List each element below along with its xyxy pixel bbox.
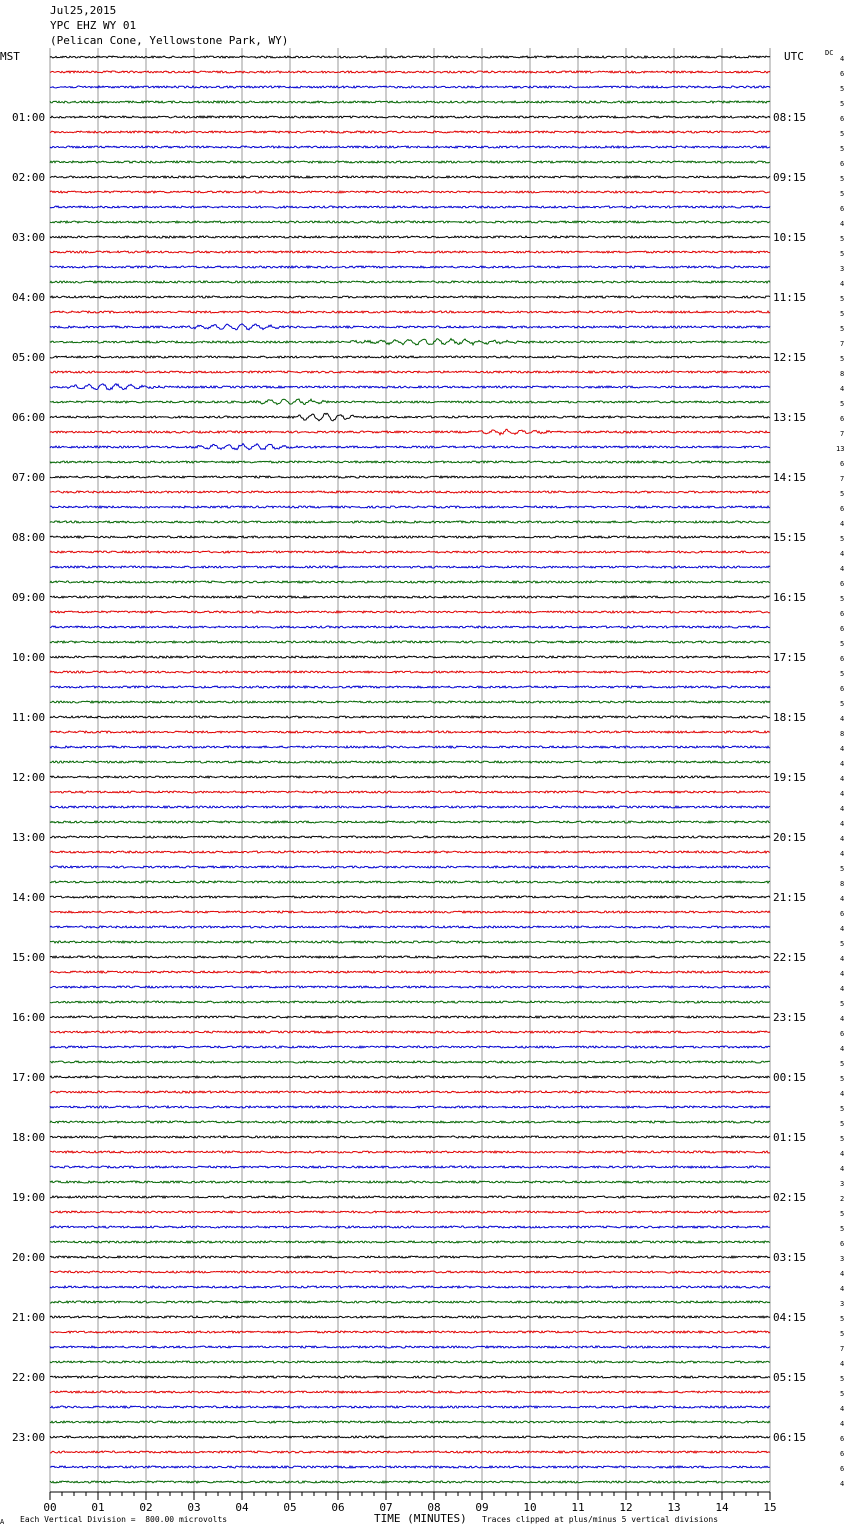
seismic-trace	[50, 611, 770, 613]
x-tick-label: 04	[235, 1501, 249, 1514]
seismic-trace	[50, 281, 770, 283]
mst-hour-label: 09:00	[12, 591, 46, 604]
dc-offset-value: 6	[840, 205, 845, 213]
dc-offset-value: 5	[840, 250, 845, 258]
mst-hour-label: 06:00	[12, 411, 46, 424]
seismic-trace	[50, 986, 770, 988]
x-tick-label: 12	[619, 1501, 633, 1514]
utc-hour-label: 22:15	[773, 951, 807, 964]
dc-offset-value: 6	[840, 910, 845, 918]
utc-hour-label: 10:15	[773, 231, 807, 244]
x-tick-label: 11	[571, 1501, 585, 1514]
dc-offset-value: 13	[836, 445, 845, 453]
seismic-trace	[50, 521, 770, 523]
seismic-trace	[50, 1016, 770, 1018]
dc-offset-value: 4	[840, 760, 845, 768]
dc-offset-value: 4	[840, 1045, 845, 1053]
dc-offset-value: 4	[840, 970, 845, 978]
utc-hour-label: 17:15	[773, 651, 807, 664]
dc-offset-value: 5	[840, 700, 845, 708]
seismic-trace	[50, 656, 770, 658]
dc-offset-value: 4	[840, 220, 845, 228]
dc-offset-value: 4	[840, 1090, 845, 1098]
dc-offset-value: 3	[840, 1300, 845, 1308]
mst-hour-label: 22:00	[12, 1371, 46, 1384]
utc-hour-label: 02:15	[773, 1191, 807, 1204]
seismic-trace	[50, 551, 770, 553]
x-tick-label: 10	[523, 1501, 537, 1514]
utc-hour-label: 01:15	[773, 1131, 807, 1144]
seismic-trace	[50, 1466, 770, 1468]
dc-offset-value: 6	[840, 580, 845, 588]
dc-offset-value: 5	[840, 1135, 845, 1143]
dc-offset-value: 4	[840, 565, 845, 573]
seismic-trace	[50, 1361, 770, 1363]
mst-hour-label: 02:00	[12, 171, 46, 184]
dc-offset-value: 5	[840, 1390, 845, 1398]
dc-offset-value: 5	[840, 1000, 845, 1008]
record-date: Jul25,2015	[50, 4, 117, 17]
mst-hour-label: 04:00	[12, 291, 46, 304]
seismic-trace	[50, 86, 770, 88]
utc-hour-label: 12:15	[773, 351, 807, 364]
dc-offset-value: 4	[840, 1480, 845, 1488]
mst-hour-label: 15:00	[12, 951, 46, 964]
dc-offset-value: 5	[840, 1225, 845, 1233]
dc-offset-value: 5	[840, 1375, 845, 1383]
dc-offset-value: 4	[840, 1270, 845, 1278]
mst-hour-label: 10:00	[12, 651, 46, 664]
seismic-trace	[50, 399, 770, 404]
mst-hour-label: 07:00	[12, 471, 46, 484]
seismic-trace	[50, 71, 770, 73]
seismic-trace	[50, 1286, 770, 1288]
dc-offset-value: 8	[840, 880, 845, 888]
x-tick-label: 06	[331, 1501, 345, 1514]
vertical-scale-note: Each Vertical Division = 800.00 microvolts	[20, 1515, 228, 1524]
seismic-trace	[50, 1331, 770, 1333]
dc-offset-value: 4	[840, 925, 845, 933]
x-tick-label: 07	[379, 1501, 393, 1514]
seismic-trace	[50, 671, 770, 673]
seismic-trace	[50, 1271, 770, 1273]
dc-offset-value: 4	[840, 775, 845, 783]
x-tick-label: 08	[427, 1501, 441, 1514]
dc-offset-value: 4	[840, 745, 845, 753]
dc-offset-value: 6	[840, 625, 845, 633]
dc-offset-value: 3	[840, 1180, 845, 1188]
utc-hour-label: 23:15	[773, 1011, 807, 1024]
seismic-trace	[50, 1481, 770, 1483]
dc-offset-value: 6	[840, 1030, 845, 1038]
seismic-trace	[50, 1136, 770, 1138]
seismic-trace	[50, 731, 770, 733]
dc-offset-value: 5	[840, 535, 845, 543]
seismic-trace	[50, 1421, 770, 1423]
utc-hour-label: 06:15	[773, 1431, 807, 1444]
dc-offset-value: 3	[840, 265, 845, 273]
dc-offset-value: 7	[840, 340, 845, 348]
x-tick-label: 01	[91, 1501, 105, 1514]
seismic-trace	[50, 339, 770, 345]
seismic-trace	[50, 806, 770, 808]
dc-offset-value: 5	[840, 1075, 845, 1083]
seismic-trace	[50, 101, 770, 103]
seismic-trace	[50, 1211, 770, 1213]
dc-offset-value: 5	[840, 865, 845, 873]
dc-offset-value: 8	[840, 370, 845, 378]
utc-hour-label: 15:15	[773, 531, 807, 544]
seismic-trace	[50, 1406, 770, 1408]
dc-offset-value: 5	[840, 1330, 845, 1338]
dc-offset-value: 5	[840, 1315, 845, 1323]
seismic-trace	[50, 296, 770, 298]
x-axis-title: TIME (MINUTES)	[374, 1512, 467, 1525]
mst-zone-label: MST	[0, 50, 20, 63]
dc-offset-value: 6	[840, 505, 845, 513]
dc-offset-value: 6	[840, 610, 845, 618]
seismic-trace	[50, 566, 770, 568]
dc-offset-value: 8	[840, 730, 845, 738]
utc-hour-label: 09:15	[773, 171, 807, 184]
utc-hour-label: 16:15	[773, 591, 807, 604]
mst-hour-label: 11:00	[12, 711, 46, 724]
dc-offset-value: 6	[840, 460, 845, 468]
mst-hour-label: 20:00	[12, 1251, 46, 1264]
dc-offset-value: 5	[840, 670, 845, 678]
dc-label: DC	[825, 49, 834, 57]
seismic-trace	[50, 821, 770, 823]
dc-offset-value: 6	[840, 1465, 845, 1473]
time-axis	[43, 1492, 776, 1514]
utc-hour-label: 18:15	[773, 711, 807, 724]
dc-offset-value: 5	[840, 640, 845, 648]
seismic-trace	[50, 596, 770, 598]
dc-offset-value: 4	[840, 280, 845, 288]
seismic-trace	[50, 356, 770, 358]
utc-hour-label: 14:15	[773, 471, 807, 484]
seismic-trace	[50, 176, 770, 178]
dc-offset-value: 5	[840, 490, 845, 498]
seismic-trace	[50, 1316, 770, 1318]
utc-hour-label: 11:15	[773, 291, 807, 304]
utc-hour-label: 03:15	[773, 1251, 807, 1264]
mst-hour-label: 05:00	[12, 351, 46, 364]
seismic-trace	[50, 1301, 770, 1303]
seismic-trace	[50, 1001, 770, 1003]
dc-offset-value: 6	[840, 1435, 845, 1443]
dc-offset-value: 4	[840, 790, 845, 798]
dc-offset-value: 7	[840, 430, 845, 438]
seismic-trace	[50, 236, 770, 238]
utc-hour-label: 20:15	[773, 831, 807, 844]
mst-hour-label: 16:00	[12, 1011, 46, 1024]
seismic-trace	[50, 926, 770, 928]
seismic-trace	[50, 146, 770, 148]
dc-offset-value: 4	[840, 850, 845, 858]
seismic-trace	[50, 1091, 770, 1093]
dc-offset-value: 3	[840, 1255, 845, 1263]
utc-zone-label: UTC	[784, 50, 804, 63]
seismic-trace	[50, 371, 770, 373]
mst-hour-label: 23:00	[12, 1431, 46, 1444]
seismic-trace	[50, 266, 770, 268]
seismic-trace	[50, 1256, 770, 1258]
seismic-trace	[50, 1181, 770, 1183]
dc-offset-value: 4	[840, 835, 845, 843]
scale-marker: A	[0, 1518, 5, 1526]
station-location: (Pelican Cone, Yellowstone Park, WY)	[50, 34, 289, 47]
dc-offset-value: 7	[840, 475, 845, 483]
mst-hour-label: 21:00	[12, 1311, 46, 1324]
x-tick-label: 14	[715, 1501, 729, 1514]
seismic-trace	[50, 1346, 770, 1348]
seismic-trace	[50, 851, 770, 853]
x-tick-label: 02	[139, 1501, 153, 1514]
seismic-trace	[50, 1376, 770, 1378]
dc-offset-value: 5	[840, 400, 845, 408]
dc-offset-value: 6	[840, 1450, 845, 1458]
dc-offset-value: 4	[840, 1420, 845, 1428]
dc-offset-value: 6	[840, 415, 845, 423]
seismic-trace	[50, 429, 770, 435]
seismic-trace	[50, 941, 770, 943]
utc-hour-label: 04:15	[773, 1311, 807, 1324]
mst-hour-label: 18:00	[12, 1131, 46, 1144]
dc-offset-value: 5	[840, 355, 845, 363]
dc-offset-value: 5	[840, 190, 845, 198]
seismic-trace	[50, 641, 770, 643]
dc-offset-value: 5	[840, 1210, 845, 1218]
dc-offset-value: 4	[840, 385, 845, 393]
utc-hour-label: 08:15	[773, 111, 807, 124]
seismic-trace	[50, 1031, 770, 1033]
utc-hour-label: 13:15	[773, 411, 807, 424]
seismic-trace	[50, 1196, 770, 1198]
utc-hour-label: 05:15	[773, 1371, 807, 1384]
dc-offset-value: 5	[840, 940, 845, 948]
dc-offset-value: 5	[840, 235, 845, 243]
seismic-trace	[50, 791, 770, 793]
seismic-trace	[50, 1106, 770, 1108]
seismic-trace	[50, 836, 770, 838]
seismic-trace	[50, 866, 770, 868]
x-tick-label: 15	[763, 1501, 777, 1514]
seismic-trace	[50, 131, 770, 133]
mst-hour-label: 12:00	[12, 771, 46, 784]
dc-offset-value: 4	[840, 985, 845, 993]
dc-offset-value: 4	[840, 1150, 845, 1158]
dc-offset-value: 4	[840, 1285, 845, 1293]
seismic-trace	[50, 413, 770, 421]
x-tick-label: 05	[283, 1501, 297, 1514]
seismic-trace	[50, 1436, 770, 1438]
dc-offset-value: 4	[840, 520, 845, 528]
dc-offset-value: 5	[840, 1060, 845, 1068]
dc-offset-value: 7	[840, 1345, 845, 1353]
seismic-trace	[50, 746, 770, 748]
seismic-trace	[50, 444, 770, 450]
seismic-trace	[50, 761, 770, 763]
seismic-trace	[50, 56, 770, 58]
seismic-trace	[50, 911, 770, 913]
seismic-trace	[50, 384, 770, 390]
seismic-trace	[50, 221, 770, 223]
seismic-trace	[50, 1451, 770, 1453]
dc-offset-value: 4	[840, 805, 845, 813]
seismic-trace	[50, 701, 770, 703]
seismic-trace	[50, 506, 770, 508]
seismic-trace	[50, 324, 770, 330]
seismic-trace	[50, 581, 770, 583]
seismic-trace	[50, 116, 770, 118]
seismic-trace	[50, 191, 770, 193]
x-tick-label: 13	[667, 1501, 681, 1514]
dc-offset-value: 4	[840, 955, 845, 963]
seismic-trace	[50, 776, 770, 778]
mst-hour-label: 08:00	[12, 531, 46, 544]
mst-hour-label: 17:00	[12, 1071, 46, 1084]
dc-offset-value: 5	[840, 295, 845, 303]
seismic-trace	[50, 1391, 770, 1393]
x-tick-label: 03	[187, 1501, 201, 1514]
mst-hour-label: 14:00	[12, 891, 46, 904]
seismic-trace	[50, 686, 770, 688]
dc-offset-value: 6	[840, 655, 845, 663]
dc-offset-value: 5	[840, 100, 845, 108]
dc-offset-value: 5	[840, 85, 845, 93]
dc-offset-value: 5	[840, 595, 845, 603]
seismic-trace	[50, 1061, 770, 1063]
dc-offset-value: 5	[840, 175, 845, 183]
seismic-trace	[50, 971, 770, 973]
seismic-trace	[50, 1241, 770, 1243]
seismic-trace	[50, 1151, 770, 1153]
dc-offset-value: 5	[840, 1120, 845, 1128]
seismic-trace	[50, 881, 770, 883]
utc-hour-label: 00:15	[773, 1071, 807, 1084]
dc-offset-value: 4	[840, 715, 845, 723]
dc-offset-value: 4	[840, 55, 845, 63]
trace-group	[50, 56, 770, 1483]
dc-offset-value: 5	[840, 310, 845, 318]
utc-hour-label: 19:15	[773, 771, 807, 784]
seismic-trace	[50, 536, 770, 538]
dc-offset-value: 5	[840, 325, 845, 333]
seismic-trace	[50, 1076, 770, 1078]
dc-offset-value: 4	[840, 820, 845, 828]
seismic-trace	[50, 161, 770, 163]
mst-hour-label: 19:00	[12, 1191, 46, 1204]
seismic-trace	[50, 1121, 770, 1123]
dc-offset-value: 6	[840, 160, 845, 168]
dc-offset-value: 4	[840, 1405, 845, 1413]
x-tick-label: 09	[475, 1501, 489, 1514]
utc-hour-label: 21:15	[773, 891, 807, 904]
seismic-trace	[50, 626, 770, 628]
minute-grid	[50, 48, 770, 1492]
seismic-trace	[50, 956, 770, 958]
dc-offset-value: 4	[840, 895, 845, 903]
mst-hour-label: 03:00	[12, 231, 46, 244]
mst-hour-label: 13:00	[12, 831, 46, 844]
dc-offset-value: 5	[840, 130, 845, 138]
dc-offset-value: 6	[840, 1240, 845, 1248]
dc-offset-value: 6	[840, 115, 845, 123]
seismic-trace	[50, 896, 770, 898]
seismic-trace	[50, 476, 770, 478]
dc-offset-value: 2	[840, 1195, 845, 1203]
seismic-trace	[50, 1226, 770, 1228]
dc-offset-value: 4	[840, 1165, 845, 1173]
seismic-trace	[50, 1046, 770, 1048]
dc-offset-value: 4	[840, 1015, 845, 1023]
dc-offset-value: 4	[840, 550, 845, 558]
seismic-trace	[50, 491, 770, 493]
seismic-trace	[50, 461, 770, 463]
station-code: YPC EHZ WY 01	[50, 19, 137, 32]
dc-offset-value: 6	[840, 685, 845, 693]
dc-offset-value: 4	[840, 1360, 845, 1368]
dc-offset-value: 5	[840, 1105, 845, 1113]
dc-offset-value: 5	[840, 145, 845, 153]
seismic-trace	[50, 206, 770, 208]
clipping-note: Traces clipped at plus/minus 5 vertical divisions	[482, 1515, 719, 1524]
seismic-trace	[50, 716, 770, 718]
dc-offset-value: 6	[840, 70, 845, 78]
seismic-trace	[50, 1166, 770, 1168]
seismic-trace	[50, 251, 770, 253]
x-tick-label: 00	[43, 1501, 57, 1514]
seismic-trace	[50, 311, 770, 313]
mst-hour-label: 01:00	[12, 111, 46, 124]
